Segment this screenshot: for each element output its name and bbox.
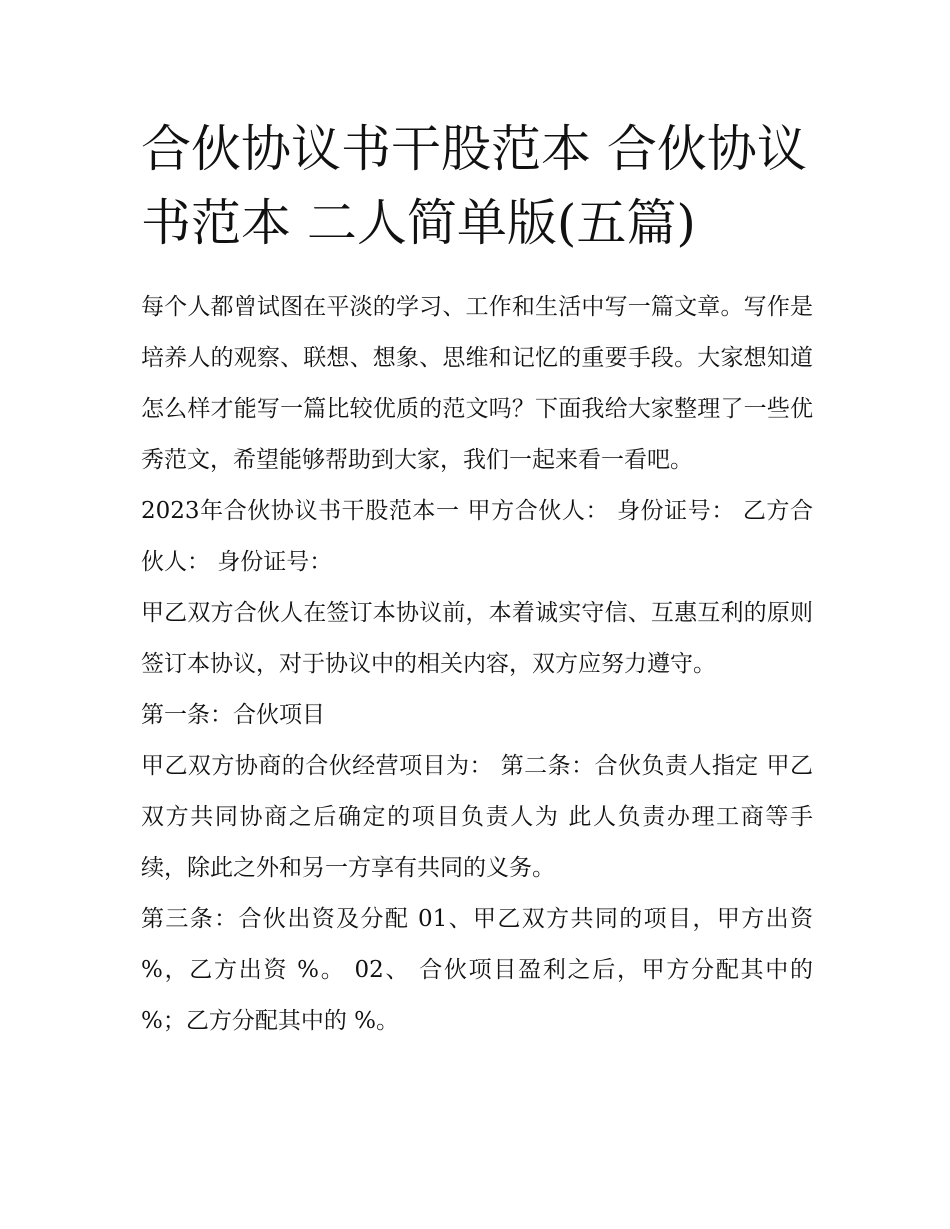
document-page: [141, 112, 813, 1047]
document-title: 合伙协议书干股范本 合伙协议书范本 二人简单版(五篇): [141, 120, 807, 252]
parties-paragraph: 2023年合伙协议书干股范本一 甲方合伙人： 身份证号： 乙方合伙人： 身份证号：: [141, 498, 813, 575]
preamble-paragraph: 甲乙双方合伙人在签订本协议前，本着诚实守信、互惠互利的原则签订本协议，对于协议中的相关内容，双方应努力遵守。: [141, 600, 813, 677]
intro-paragraph: 每个人都曾试图在平淡的学习、工作和生活中写一篇文章。写作是培养人的观察、联想、想象、思维和记忆的重要手段。大家想知道怎么样才能写一篇比较优质的范文吗？下面我给大家整理了一些优秀范文，希望能够帮助到大家，我们一起来看一看吧。: [141, 294, 813, 473]
article-three-paragraph: 第三条：合伙出资及分配 01、甲乙双方共同的项目，甲方出资 %，乙方出资 %。 02、 合伙项目盈利之后，甲方分配其中的 %；乙方分配其中的 %。: [141, 906, 813, 1034]
article-two-paragraph: 甲乙双方协商的合伙经营项目为： 第二条：合伙负责人指定 甲乙双方共同协商之后确定的项目负责人为 此人负责办理工商等手续，除此之外和另一方享有共同的义务。: [141, 753, 813, 881]
article-one-heading: 第一条：合伙项目: [141, 702, 325, 728]
